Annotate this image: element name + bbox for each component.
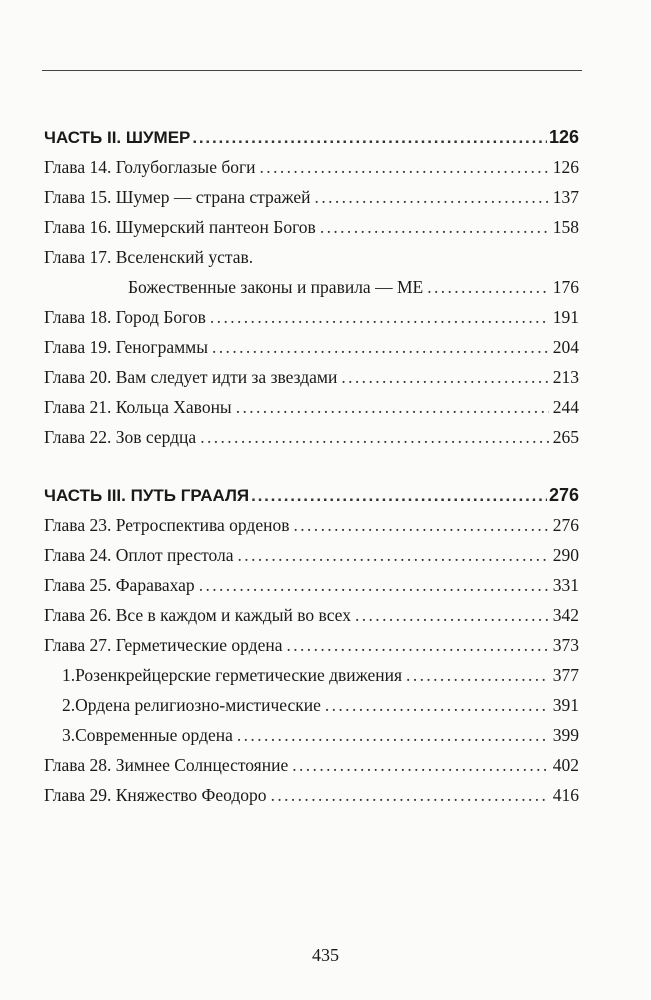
dot-leader [210,302,549,332]
entry-page: 331 [552,575,579,595]
toc-entry [44,152,579,182]
toc-entry [44,540,579,570]
entry-page: 373 [552,635,579,655]
subentry-number: 2. [62,695,76,715]
entry-page: 244 [552,397,579,417]
entry-title: Глава 28. Зимнее Солнцестояние [44,755,289,775]
dot-leader [320,212,549,242]
toc-entry [44,392,579,422]
toc-entry [44,302,579,332]
part-page: 126 [548,127,579,147]
toc-entry [44,182,579,212]
toc-entry [44,362,579,392]
dot-leader [325,690,549,720]
dot-leader [238,540,549,570]
entry-page: 191 [552,307,579,327]
entry-title: Глава 27. Герметические ордена [44,635,283,655]
toc-entry [44,780,579,810]
dot-leader [260,152,549,182]
entry-title: Современные ордена [75,725,233,745]
toc-entry [44,600,579,630]
entry-title: Глава 15. Шумер — страна стражей [44,187,311,207]
entry-page: 126 [552,157,579,177]
toc-subentry [44,660,579,690]
entry-page: 391 [552,695,579,715]
toc-subentry [44,720,579,750]
entry-page: 213 [552,367,579,387]
entry-title: Ордена религиозно-мистические [75,695,321,715]
toc-entry [44,332,579,362]
dot-leader [355,600,549,630]
entry-title: Божественные законы и правила — МЕ [128,277,424,297]
entry-page: 276 [552,515,579,535]
dot-leader [341,362,548,392]
entry-title: Розенкрейцерские герметические движения [75,665,403,685]
entry-page: 158 [552,217,579,237]
dot-leader [236,392,549,422]
header-rule [42,70,582,71]
dot-leader [271,780,549,810]
entry-page: 399 [552,725,579,745]
subentry-number: 1. [62,665,76,685]
dot-leader [237,720,549,750]
toc-subentry [44,690,579,720]
dot-leader [212,332,549,362]
toc-part-2 [44,122,579,452]
toc-entry [44,272,579,302]
entry-title: Глава 24. Оплот престола [44,545,234,565]
dot-leader [292,750,549,780]
entry-title: Глава 29. Княжество Феодоро [44,785,267,805]
entry-title: Глава 21. Кольца Хавоны [44,397,232,417]
entry-title: Глава 25. Фаравахар [44,575,195,595]
entry-title: Глава 16. Шумерский пантеон Богов [44,217,316,237]
page-number: 435 [312,945,339,965]
entry-page: 137 [552,187,579,207]
dot-leader [427,272,549,302]
entry-title: Глава 14. Голубоглазые боги [44,157,256,177]
entry-title: Глава 19. Генограммы [44,337,208,357]
toc-part-heading [44,480,579,510]
toc-entry [44,630,579,660]
entry-title: Глава 18. Город Богов [44,307,206,327]
dot-leader [315,182,549,212]
dot-leader [251,481,547,511]
entry-page: 416 [552,785,579,805]
toc-part-3 [44,480,579,810]
entry-page: 265 [552,427,579,447]
part-page: 276 [548,485,579,505]
entry-page: 290 [552,545,579,565]
entry-title: Глава 26. Все в каждом и каждый во всех [44,605,351,625]
toc-entry [44,242,579,272]
entry-page: 204 [552,337,579,357]
entry-title: Глава 23. Ретроспектива орденов [44,515,290,535]
dot-leader [286,630,548,660]
subentry-number: 3. [62,725,76,745]
toc-entry [44,750,579,780]
toc-entry [44,422,579,452]
toc-entry [44,510,579,540]
entry-page: 377 [552,665,579,685]
dot-leader [200,422,549,452]
part-title: ЧАСТЬ III. ПУТЬ ГРААЛЯ [44,486,250,505]
entry-page: 176 [552,277,579,297]
dot-leader [406,660,549,690]
dot-leader [199,570,549,600]
part-title: ЧАСТЬ II. ШУМЕР [44,128,191,147]
toc-entry [44,570,579,600]
entry-page: 402 [552,755,579,775]
entry-title: Глава 22. Зов сердца [44,427,197,447]
entry-title: Глава 17. Вселенский устав. [44,247,254,267]
toc-part-heading [44,122,579,152]
dot-leader [192,123,547,153]
entry-page: 342 [552,605,579,625]
entry-title: Глава 20. Вам следует идти за звездами [44,367,338,387]
dot-leader [293,510,548,540]
toc-entry [44,212,579,242]
